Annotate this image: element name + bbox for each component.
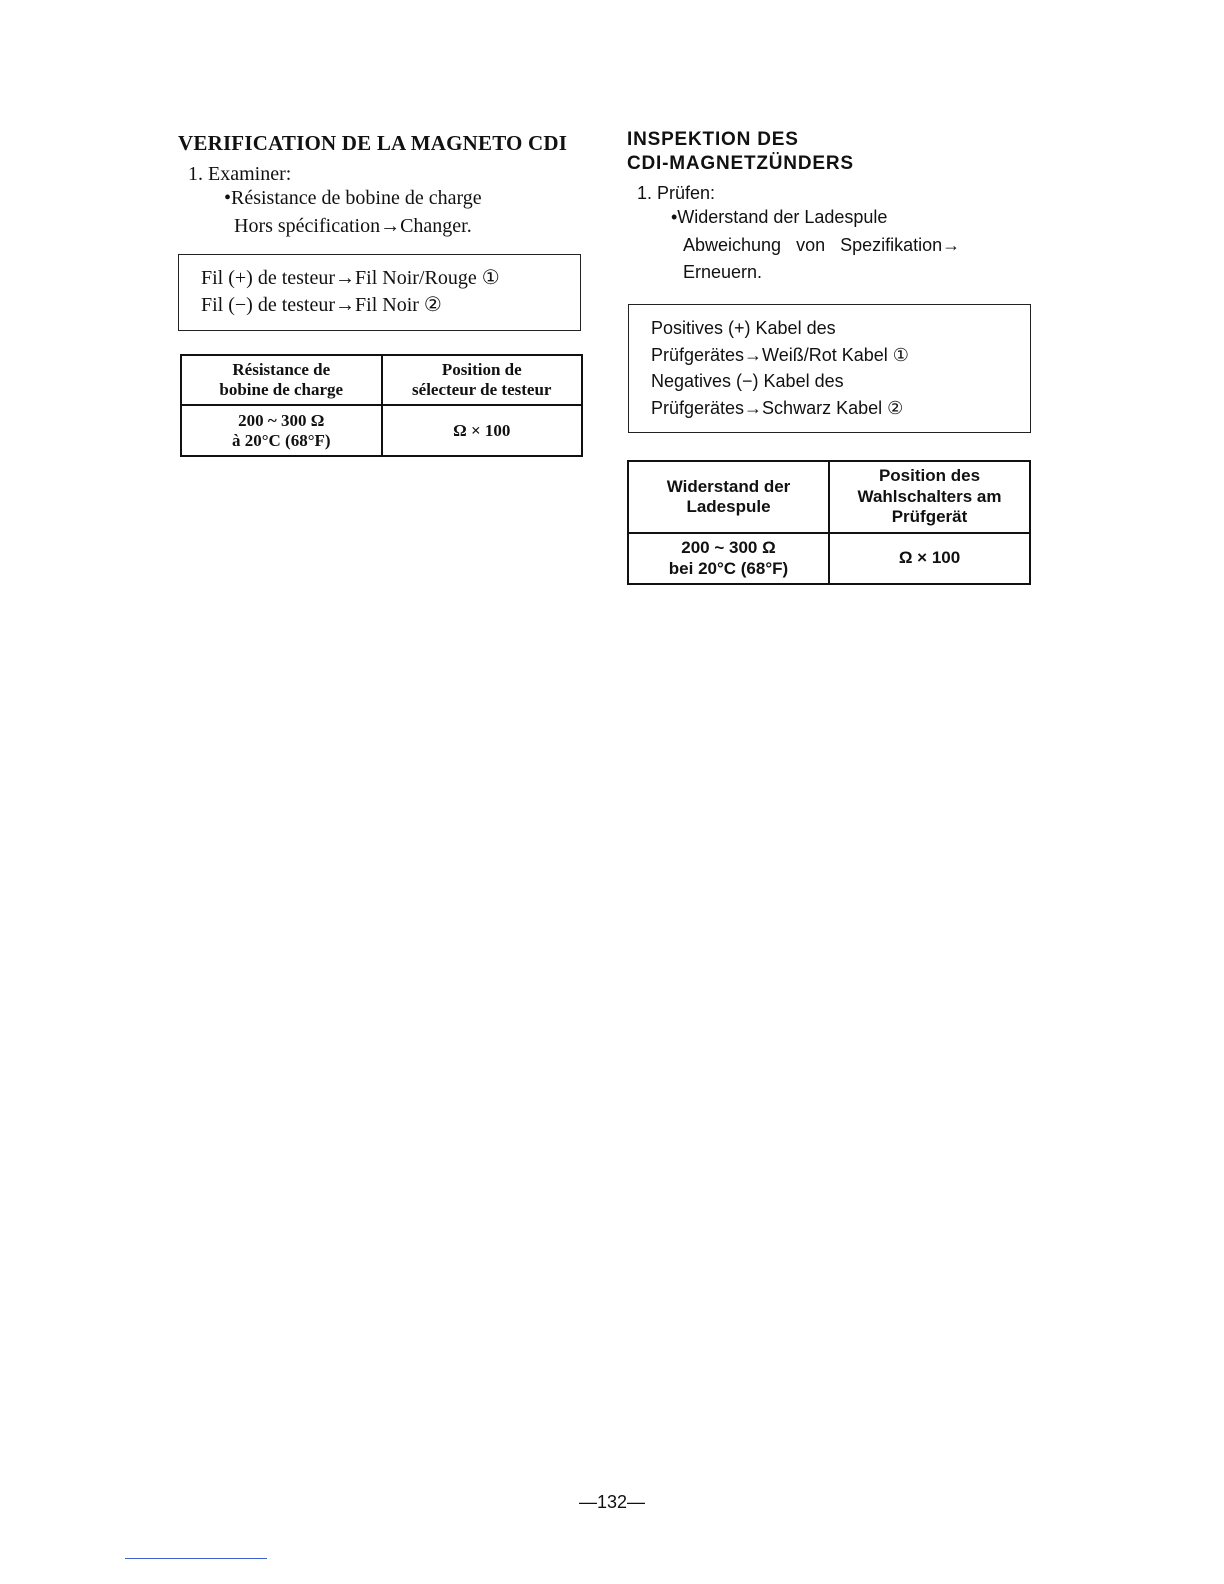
french-bullet: •Résistance de bobine de charge (224, 187, 482, 209)
german-box-line-1: Positives (+) Kabel des (651, 318, 836, 338)
german-table-header-position: Position des Wahlschalters am Prüfgerät (829, 461, 1030, 533)
german-spec-table (627, 460, 1031, 585)
german-spec-line-1: Abweichung von Spezifikation→ (683, 235, 961, 255)
german-column (627, 128, 1037, 578)
french-table-header-position: Position de sélecteur de testeur (382, 355, 583, 405)
german-spec-line-2: Erneuern. (683, 262, 763, 282)
french-spec-line: Hors spécification→Changer. (234, 215, 472, 237)
french-tester-box (178, 254, 581, 331)
french-table-value-resistance: 200 ~ 300 Ω à 20°C (68°F) (181, 405, 382, 456)
french-box-line-2: Fil (−) de testeur→Fil Noir ② (201, 294, 442, 316)
french-table-header-resistance: Résistance de bobine de charge (181, 355, 382, 405)
german-table-header-resistance: Widerstand der Ladespule (628, 461, 829, 533)
french-column (178, 130, 588, 450)
german-step: 1. Prüfen: (637, 183, 716, 203)
german-section-title-line1: INSPEKTION DES (627, 129, 799, 150)
german-bullet: •Widerstand der Ladespule (671, 207, 888, 227)
german-box-line-4: Prüfgerätes→Schwarz Kabel ② (651, 397, 904, 418)
french-table-value-position: Ω × 100 (382, 405, 583, 456)
german-section-title-line2: CDI-MAGNETZÜNDERS (627, 153, 854, 174)
footer-rule (125, 1558, 267, 1559)
french-box-line-1: Fil (+) de testeur→Fil Noir/Rouge ① (201, 267, 500, 289)
french-section-title: VERIFICATION DE LA MAGNETO CDI (178, 131, 568, 155)
german-box-line-2: Prüfgerätes→Weiß/Rot Kabel ① (651, 344, 909, 365)
german-table-value-position: Ω × 100 (829, 533, 1030, 584)
french-spec-table (180, 354, 583, 457)
page-number: —132— (578, 1492, 646, 1512)
french-step: 1. Examiner: (188, 163, 292, 185)
german-table-value-resistance: 200 ~ 300 Ω bei 20°C (68°F) (628, 533, 829, 584)
german-tester-box (628, 304, 1031, 433)
german-box-line-3: Negatives (−) Kabel des (651, 371, 844, 391)
